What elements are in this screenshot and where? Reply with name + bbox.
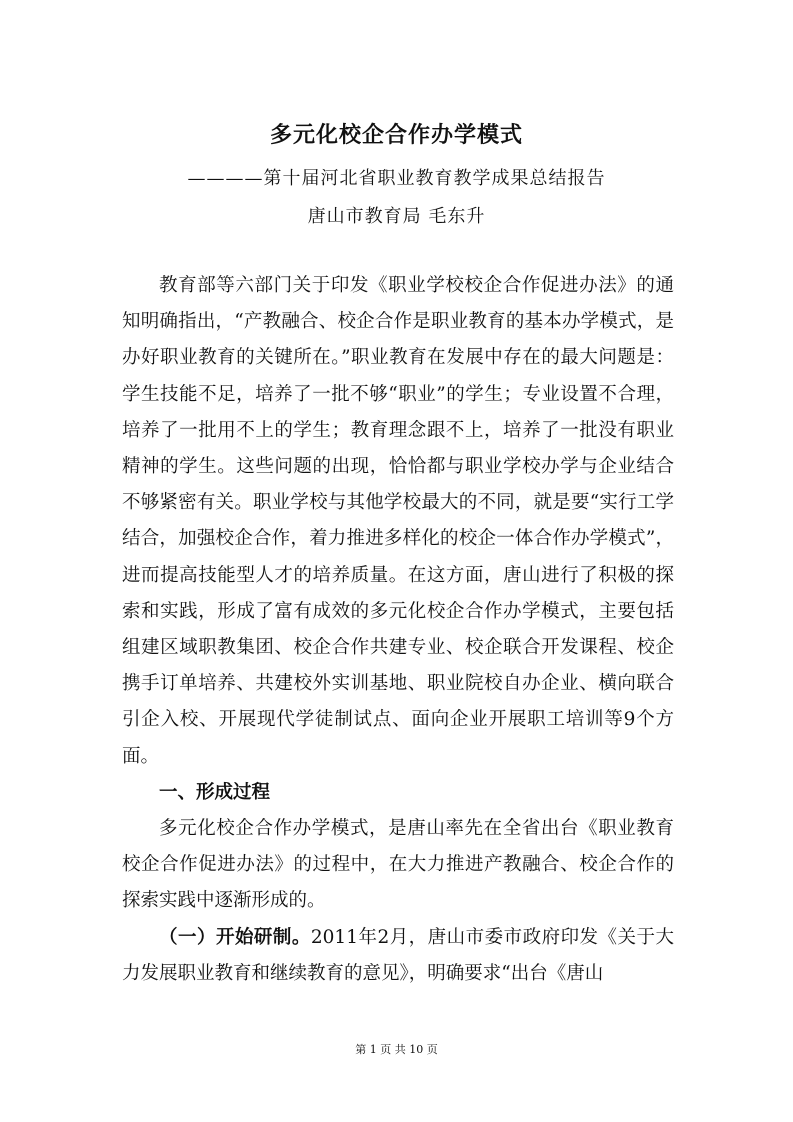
paragraph-research-text: 2011年2月，唐山市委市政府印发《关于大力发展职业教育和继续教育的意见》，明确要求“出台《唐山 (122, 926, 674, 984)
paragraph-lead: （一）开始研制。 (159, 926, 311, 948)
paragraph-intro: 教育部等六部门关于印发《职业学校校企合作促进办法》的通知明确指出，“产教融合、校企合作是职业教育的基本办学模式，是办好职业教育的关键所在。”职业教育在发展中存在的最大问题是：学生技能不足，培养了一批不够“职业”的学生；专业设置不合理，培养了一批用不上的学生；教育理念跟不上，培养了一批没有职业精神的学生。这些问题的出现，恰恰都与职业学校办学与企业结合不够紧密有关。职业学校与其他学校最大的不同，就是要“实行工学结合，加强校企合作，着力推进多样化的校企一体合作办学模式”，进而提高技能型人才的培养质量。在这方面，唐山进行了积极的探索和实践，形成了富有成效的多元化校企合作办学模式，主要包括组建区域职教集团、校企合作共建专业、校企联合开发课程、校企携手订单培养、共建校外实训基地、职业院校自办企业、横向联合引企入校、开展现代学徒制试点、面向企业开展职工培训等9个方面。 (122, 275, 674, 767)
document-title: 多元化校企合作办学模式 (269, 123, 523, 148)
document-author: 唐山市教育局 毛东升 (307, 206, 486, 227)
section-heading: 一、形成过程 (159, 781, 271, 803)
paragraph-research (122, 920, 674, 992)
document-subtitle: ————第十届河北省职业教育教学成果总结报告 (187, 168, 606, 189)
paragraph-formation: 多元化校企合作办学模式，是唐山率先在全省出台《职业教育校企合作促进办法》的过程中，在大力推进产教融合、校企合作的探索实践中逐渐形成的。 (122, 818, 674, 912)
page-footer: 第 1 页 共 10 页 (355, 1043, 438, 1056)
document-body (122, 268, 674, 992)
